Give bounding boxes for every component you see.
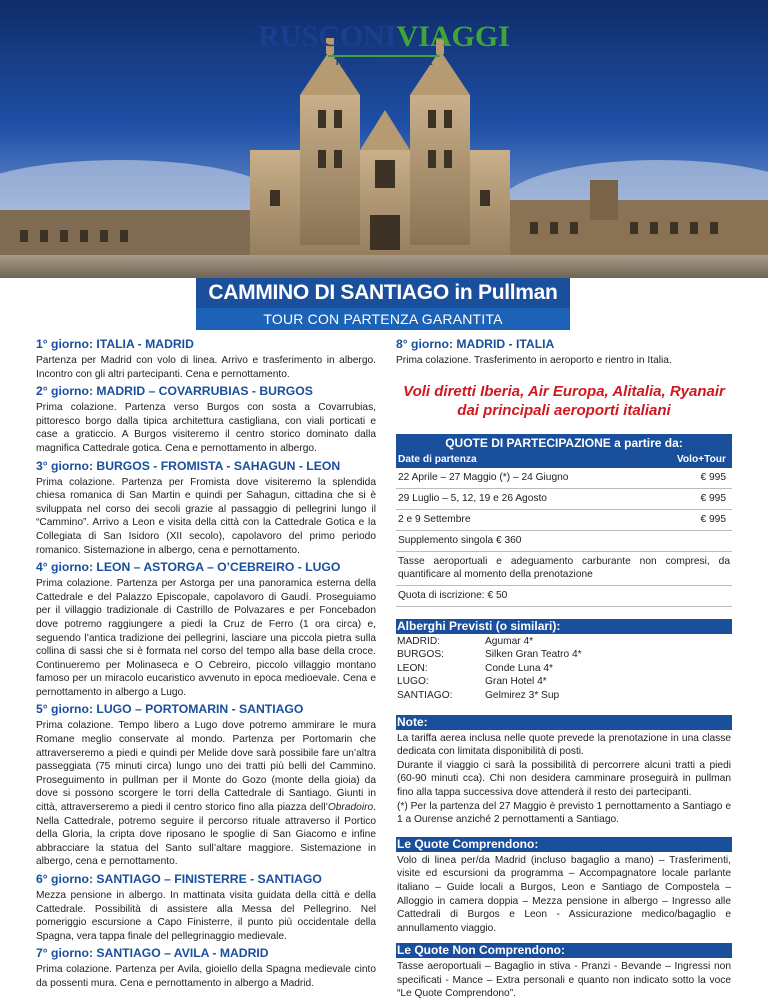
day-title: 1° giorno: ITALIA - MADRID	[36, 337, 194, 351]
note-paragraph: (*) Per la partenza del 27 Maggio è previsto 1 pernottamento a Santiago e 1 a Ourense anziché 2 pernottamenti a Santiago.	[397, 800, 731, 826]
itinerary-column	[36, 337, 376, 994]
day-3	[36, 459, 376, 558]
hotel-name: Conde Luna 4*	[485, 662, 553, 674]
day-text: Prima colazione. Partenza per Astorga per una panoramica esterna della Cattedrale e del Palazzo Episcopale, capolavoro di Gaudí. Proseguiamo per il villaggio tradizionale di Castrillo de Polvazares e per Foncebadon dove potremo raggiungere a piedi la Cruz de Ferro (1 ora circa) e, seguendo l’antica tradizione dei pellegrini, lasciare una piccola pietra sulla collina di sassi che si è formata nel corso del tempo alla base della croce. Continueremo per Molinaseca e O Cebreiro, piccolo villaggio montano famoso per un miracolo eucaristico avvenuto in epoca medioevale. Cena e pernottamento in albergo a Lugo.	[36, 578, 376, 698]
day-title: 4° giorno: LEON – ASTORGA – O’CEBREIRO - LUGO	[36, 560, 341, 575]
day-5	[36, 702, 376, 869]
included-text: Volo di linea per/da Madrid (incluso bagaglio a mano) – Trasferimenti, visite ed escursioni da programma – Accompagnatore locale parlante italiano – Guide locali a Burgos, Leon e Santiago de Compostela – Alloggio in camera doppia – Mezza pensione in albergo – Ingresso alle Cattedrali di Burgos e Leon - Assicurazione medico/bagaglio e annullamento viaggio.	[397, 854, 731, 934]
day-title: 7° giorno: SANTIAGO – AVILA - MADRID	[36, 946, 269, 961]
included-header: Le Quote Comprendono:	[396, 837, 732, 852]
page-subtitle: TOUR CON PARTENZA GARANTITA	[196, 308, 570, 330]
day-title: 2° giorno: MADRID – COVARRUBIAS - BURGOS	[36, 384, 313, 399]
day-title: 8° giorno: MADRID - ITALIA	[396, 337, 555, 351]
day-text: Prima colazione. Tempo libero a Lugo dove potremo ammirare le mura Romane meglio conservate al mondo. Partenza per Portomarin che attraverseremo a piedi e quindi per Melide dove sarà possibile fare un’altra passeggiata (75 minuti circa) lungo uno dei tratti più belli del Cammino. Proseguimento in pullman per il Monte do Gozo (monte della gioia) da dove si possono scorgere le torri della Cattedrale di Santiago. Giunti in città, attraverseremo a piedi il centro storico fino alla piazza dell’Obradoiro. Nella Cattedrale, potremo seguire il percorso rituale attraverso il Portico della Gloria, la cripta dove riposano le spoglie di San Giacomo e infine abbracciare la statua del Santo sull’altare maggiore. Sistemazione in albergo, cena e pernottamento.	[36, 720, 376, 868]
not-included-header: Le Quote Non Comprendono:	[396, 943, 732, 958]
brand-tagline: TOUR OPERATOR	[328, 55, 440, 68]
note-header: Note:	[396, 715, 732, 730]
quotes-col-dates: Date di partenza	[398, 453, 477, 465]
quote-price: € 995	[700, 471, 726, 483]
day-title: 3° giorno: BURGOS - FROMISTA - SAHAGUN - LEON	[36, 458, 341, 473]
quote-price: € 995	[700, 513, 726, 525]
quote-price: € 995	[700, 492, 726, 504]
hotel-city: LEON:	[397, 662, 428, 674]
day-4	[36, 560, 376, 699]
brand-logo	[0, 22, 768, 70]
note-paragraph: La tariffa aerea inclusa nelle quote prevede la prenotazione in una classe dedicata con limitata disponibilità di posti.	[397, 732, 731, 758]
flights-banner	[396, 382, 732, 420]
quote-row	[396, 489, 732, 510]
hotels-header: Alberghi Previsti (o similari):	[396, 619, 732, 634]
note-body	[396, 730, 732, 827]
quotes-header: QUOTE DI PARTECIPAZIONE a partire da:	[396, 434, 732, 452]
quote-row	[396, 468, 732, 489]
hotel-name: Gelmirez 3* Sup	[485, 689, 560, 701]
brand-name: RUSCONIVIAGGI	[258, 20, 510, 53]
hotel-city: BURGOS:	[397, 649, 444, 661]
flights-line-1: Voli diretti Iberia, Air Europa, Alitalia, Ryanair	[403, 382, 725, 400]
taxes-note: Tasse aeroportuali e adeguamento carburante non compresi, da quantificare al momento della prenotazione	[396, 552, 732, 586]
note-section	[396, 715, 732, 827]
quote-dates: 22 Aprile – 27 Maggio (*) – 24 Giugno	[398, 471, 569, 483]
day-text: Prima colazione. Partenza verso Burgos con sosta a Covarrubias, pittoresco borgo dalla tipica architettura castigliana, con viali porticati e case a graticcio. A Burgos visiteremo il centro storico dominato dalla magnifica Cattedrale gotica. Cena e pernottamento in albergo.	[36, 402, 376, 454]
not-included-section	[396, 943, 732, 1001]
quotes-column-headers	[396, 452, 732, 468]
day-title: 6° giorno: SANTIAGO – FINISTERRE - SANTIAGO	[36, 872, 322, 886]
page-title: CAMMINO DI SANTIAGO in Pullman	[196, 278, 570, 308]
day-text: Prima colazione. Trasferimento in aeroporto e rientro in Italia.	[396, 355, 672, 366]
quote-dates: 2 e 9 Settembre	[398, 513, 471, 525]
hotels-section	[396, 619, 732, 703]
day-7	[36, 946, 376, 990]
hero-cathedral-image	[0, 0, 768, 278]
hotel-city: MADRID:	[397, 635, 441, 647]
day-title: 5° giorno: LUGO – PORTOMARIN - SANTIAGO	[36, 702, 304, 717]
hotel-city: SANTIAGO:	[397, 689, 453, 701]
day-text: Mezza pensione in albergo. In mattinata visita guidata della città e della Cattedrale. Possibilità di assistere alla Messa del Pellegrino. Nel pomeriggio escursione a Capo Finisterre, il punto più occidentale della Spagna, vera tappa finale del pellegrinaggio medievale.	[36, 890, 376, 942]
quote-row	[396, 510, 732, 531]
single-supplement: Supplemento singola € 360	[396, 531, 732, 552]
day-2	[36, 384, 376, 455]
registration-fee: Quota di iscrizione: € 50	[396, 586, 732, 607]
day-1	[36, 337, 376, 381]
included-section	[396, 837, 732, 936]
day-8	[396, 337, 732, 368]
hotel-name: Silken Gran Teatro 4*	[485, 649, 582, 661]
hotels-list	[396, 634, 732, 703]
not-included-text: Tasse aeroportuali – Bagaglio in stiva - Pranzi - Bevande – Ingressi non specificati - Mance – Extra personali e quanto non indicato sotto la voce “Le Quote Comprendono”.	[397, 961, 731, 1000]
quotes-table	[396, 434, 732, 607]
day-6	[36, 872, 376, 943]
quotes-col-price: Volo+Tour	[676, 453, 726, 465]
hotel-name: Gran Hotel 4*	[485, 676, 547, 688]
day-text: Partenza per Madrid con volo di linea. Arrivo e trasferimento in albergo. Incontro con gli altri partecipanti. Cena e pernottamento.	[36, 355, 376, 380]
day-text: Prima colazione. Partenza per Fromista dove visiteremo la splendida chiesa romanica di San Martin e quindi per Sahagun, cittadina che si è sviluppata nel corso dei secoli grazie al passaggio di pellegrini lungo il “Cammino”. Arrivo a Leon e visita della città con la Cattedrale Gotica e la Collegiata di San Isidoro (XII secolo), capolavoro del primo periodo romanico. Sistemazione in albergo, cena e pernottamento.	[36, 476, 376, 556]
info-column	[396, 337, 732, 1001]
hotel-name: Agumar 4*	[485, 635, 534, 647]
day-text: Prima colazione. Partenza per Avila, gioiello della Spagna medievale cinto da possenti mura. Cena e pernottamento in albergo a Madrid.	[36, 964, 376, 989]
flights-line-2: dai principali aeroporti italiani	[457, 401, 671, 419]
quote-dates: 29 Luglio – 5, 12, 19 e 26 Agosto	[398, 492, 547, 504]
note-paragraph: Durante il viaggio ci sarà la possibilità di percorrere alcuni tratti a piedi (60-90 minuti cca). Chi non desidera camminare proseguirà in pullman fino alla tappa successiva dove attenderà il resto dei partecipanti.	[397, 759, 731, 798]
hotel-city: LUGO:	[397, 676, 429, 688]
